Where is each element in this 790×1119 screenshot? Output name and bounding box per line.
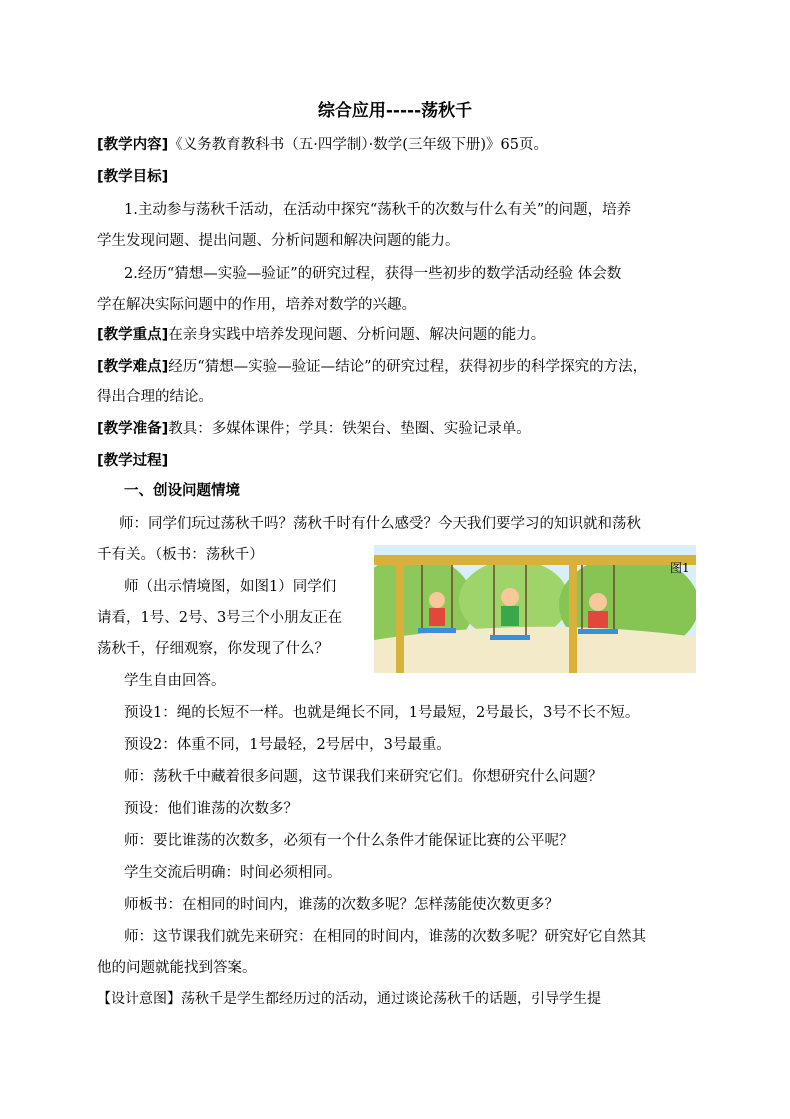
swing-top-bar <box>374 555 696 565</box>
para1-line-b: 千有关。（板书：荡秋千） <box>97 547 264 563</box>
swing-post-right <box>569 555 577 673</box>
child2-head <box>501 588 519 606</box>
swing-scene-image <box>374 545 696 673</box>
goal2-line-b: 学在解决实际问题中的作用，培养对数学的兴趣。 <box>97 297 416 313</box>
design-intent-note: 【设计意图】荡秋千是学生都经历过的活动，通过谈论荡秋千的话题，引导学生提 <box>97 991 601 1007</box>
prep-line <box>97 419 531 439</box>
swing2-seat <box>490 635 530 640</box>
swing-post-left <box>396 555 404 673</box>
para5: 预设2：体重不同，1号最轻，2号居中，3号最重。 <box>124 737 451 753</box>
swing3-seat <box>578 629 618 634</box>
child1-head <box>429 592 445 608</box>
swing-illustration <box>374 545 696 673</box>
process-label: [教学过程] <box>97 453 169 469</box>
section-heading: 一、创设问题情境 <box>124 483 240 499</box>
para2-line-b: 请看，1号、2号、3号三个小朋友正在 <box>97 610 343 626</box>
page-title: 综合应用-----荡秋千 <box>317 101 473 121</box>
para7: 预设：他们谁荡的次数多？ <box>124 801 298 817</box>
diff-line-b: 得出合理的结论。 <box>97 389 213 405</box>
key-label: [教学重点] <box>97 327 169 343</box>
para2-line-c: 荡秋千，仔细观察，你发现了什么？ <box>97 641 329 657</box>
diff-text-a: 经历“猜想—实验—验证—结论”的研究过程，获得初步的科学探究的方法， <box>168 359 648 375</box>
key-text: 在亲身实践中培养发现问题、分析问题、解决问题的能力。 <box>168 327 546 343</box>
para6: 师：荡秋千中藏着很多问题，这节课我们来研究它们。你想研究什么问题？ <box>124 769 603 785</box>
goal2-line-a: 2.经历“猜想—实验—验证”的研究过程，获得一些初步的数学活动经验 体会数 <box>124 266 622 282</box>
para8: 师：要比谁荡的次数多，必须有一个什么条件才能保证比赛的公平呢？ <box>124 833 574 849</box>
content-text: 《义务教育教科书（五·四学制）·数学(三年级下册)》65页。 <box>168 137 548 153</box>
prep-text: 教具：多媒体课件；学具：铁架台、垫圈、实验记录单。 <box>168 421 531 437</box>
child3-body <box>588 611 608 628</box>
para11-line-b: 他的问题就能找到答案。 <box>97 960 257 976</box>
para4: 预设1：绳的长短不一样。也就是绳长不同，1号最短，2号最长，3号不长不短。 <box>124 705 640 721</box>
para11-line-a: 师：这节课我们就先来研究：在相同的时间内，谁荡的次数多呢？研究好它自然其 <box>124 929 646 945</box>
key-line <box>97 325 545 345</box>
diff-label: [教学难点] <box>97 359 169 375</box>
diff-line-a <box>97 357 647 377</box>
prep-label: [教学准备] <box>97 421 169 437</box>
goal-label: [教学目标] <box>97 169 169 185</box>
para10: 师板书：在相同的时间内，谁荡的次数多呢？怎样荡能使次数更多？ <box>124 897 559 913</box>
para1-line-a: 师：同学们玩过荡秋千吗？荡秋千时有什么感受？今天我们要学习的知识就和荡秋 <box>119 516 641 532</box>
child3-head <box>589 593 607 611</box>
child1-body <box>429 608 445 626</box>
goal1-line-a: 1.主动参与荡秋千活动，在活动中探究“荡秋千的次数与什么有关”的问题，培养 <box>124 202 632 218</box>
content-label: [教学内容] <box>97 137 169 153</box>
child2-body <box>501 606 519 626</box>
content-line <box>97 135 548 155</box>
para3: 学生自由回答。 <box>124 673 226 689</box>
para2-line-a: 师（出示情境图，如图1）同学们 <box>124 579 337 595</box>
goal1-line-b: 学生发现问题、提出问题、分析问题和解决问题的能力。 <box>97 233 460 249</box>
swing1-seat <box>418 628 456 633</box>
figure-label: 图1 <box>670 561 690 575</box>
ground <box>374 627 696 673</box>
para9: 学生交流后明确：时间必须相同。 <box>124 865 342 881</box>
